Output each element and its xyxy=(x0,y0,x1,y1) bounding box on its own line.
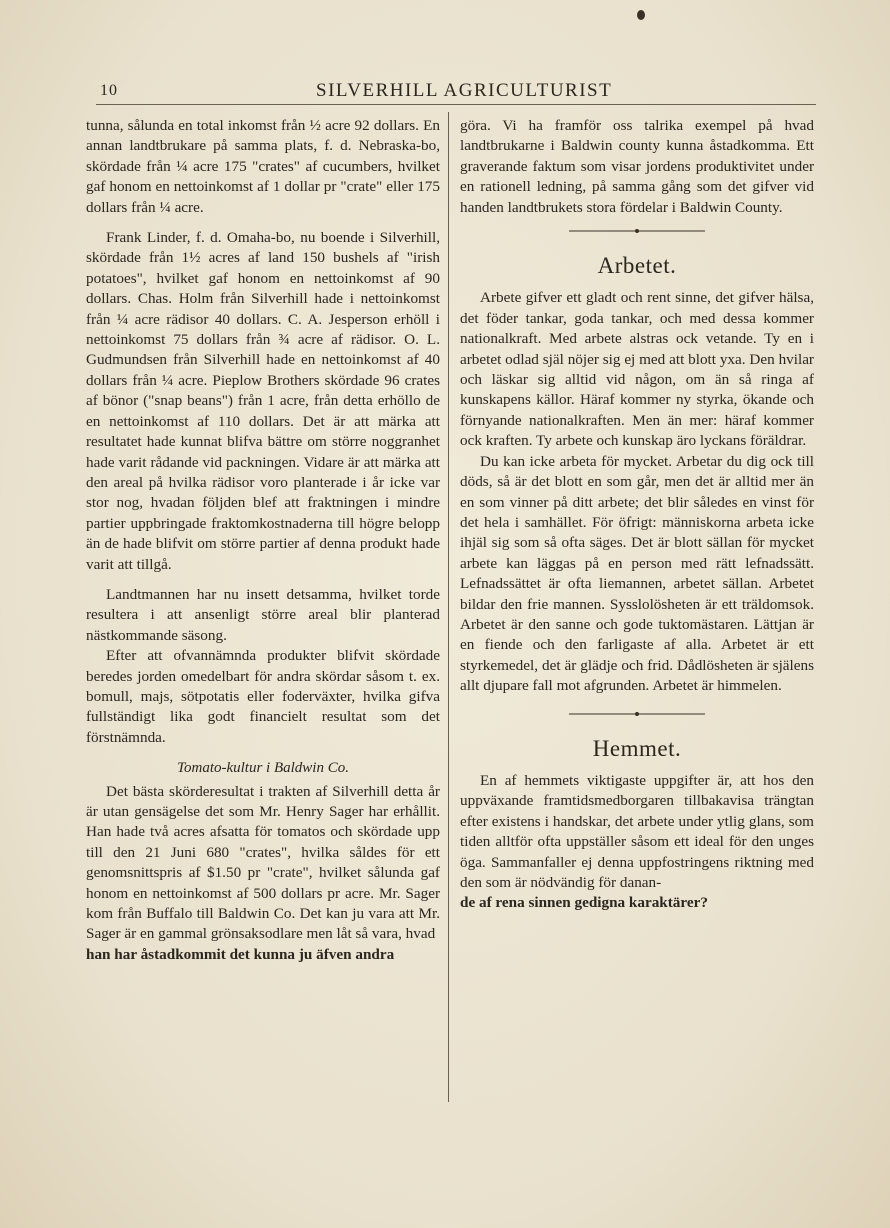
paragraph: Efter att ofvannämnda produkter blifvit skördade beredes jorden omedelbart för andra skördar såsom t. ex. bomull, majs, sötpotatis eller foderväxter, hvilka gifva fullständigt lika godt financielt resultat som det förstnämnda. xyxy=(86,647,440,746)
paragraph: En af hemmets viktigaste uppgifter är, att hos den uppväxande framtidsmedborgaren tillbakavisa trängtan efter existens i handskar, det arbete under ytlig glans, som tiden alltför ofta uppställer såsom ett ideal för den unges öga. Sammanfaller ej denna uppfostringens riktning med den som är nödvändig för danan- xyxy=(460,771,814,891)
ornament-divider xyxy=(569,711,705,717)
section-heading-hemmet: Hemmet. xyxy=(592,735,682,761)
paragraph-last-line: de af rena sinnen gedigna karaktärer? xyxy=(460,894,708,912)
paragraph: Arbete gifver ett gladt och rent sinne, det gifver hälsa, det föder tankar, goda tankar, och med dessa kommer nationalkraft. Med arbete alstras ock vetande. Ty en i arbetet odlad själ nöjer sig ej med att blott yxa. Den hvilar och läskar sig alltid vid någon, om än så ringa af kunskapens källor. Häraf kommer ny styrka, ökande och förnyande nationalkraften. Men än mer: häraf kommer ock kraften. Ty arbete och kunskap äro lyckans föräldrar. xyxy=(460,289,814,450)
paragraph: göra. Vi ha framför oss talrika exempel på hvad landtbrukarne i Baldwin county kunna åstadkomma. Ett graverande faktum som visar jordens produktivitet under en rationell ledning, på samma gång som det gifver vid handen landtbrukets stora fördelar i Baldwin County. xyxy=(460,117,814,216)
left-column xyxy=(86,116,440,975)
paragraph: Du kan icke arbeta för mycket. Arbetar du dig ock till döds, så är det blott en som går, men det är alltid mer än en som vinner på ditt arbete; det blir således en vinst för det hela i samhället. För öfrigt: människorna arbeta icke ihjäl sig som så ofta säges. Det är blott sällan för mycket arbete kan läggas på en person med rätt lefnadssätt. Lefnadssättet är ofta liemannen, arbetet sällan. Arbetet bildar den frie mannen. Sysslolösheten är ett träldomsok. Arbetet är den sanne och gode tuktomästaren. Lättjan är en fiende och den farligaste af alla. Arbetet är ett styrkemedel, det är glädje och frid. Dådlösheten är själens allt djupare fall mot afgrunden. Arbetet är himmelen. xyxy=(460,452,814,695)
column-divider xyxy=(448,112,449,1102)
section-subheading: Tomato-kultur i Baldwin Co. xyxy=(177,760,349,777)
right-column xyxy=(460,116,814,924)
page-number: 10 xyxy=(100,82,118,99)
paragraph: tunna, sålunda en total inkomst från ½ acre 92 dollars. En annan landtbrukare på samma plats, f. d. Nebraska-bo, skördade från ¼ acre 175 "crates" af cucumbers, hvilket gaf honom en nettoinkomst af 1 dollar pr "crate" eller 175 dollars från ¼ acre. xyxy=(86,117,440,216)
header-rule xyxy=(96,104,816,105)
paragraph-last-line: han har åstadkommit det kunna ju äfven andra xyxy=(86,945,395,963)
section-heading-arbetet: Arbetet. xyxy=(597,253,677,279)
paragraph: Det bästa skörderesultat i trakten af Silverhill detta år är utan gensägelse det som Mr. Henry Sager har erhållit. Han hade två acres afsatta för tomatos och skördade upp till den 21 Juni 680 "crates", hvilka såldes för ett genomsnittspris af $1.50 pr "crate", hvilket sålunda gaf honom en nettoinkomst af 500 dollars pr acre. Mr. Sager kom från Buffalo till Baldwin Co. Det kan ju vara att Mr. Sager är en gammal grönsaksodlare men låt så vara, hvad xyxy=(86,782,440,943)
ink-spot xyxy=(637,10,645,20)
page-header xyxy=(98,80,818,106)
paragraph: Frank Linder, f. d. Omaha-bo, nu boende i Silverhill, skördade från 1½ acres af land 150 bushels af "irish potatoes", hvilket gaf honom en nettoinkomst af 90 dollars. Chas. Holm från Silverhill hade i nettoinkomst från ¼ acre rädisor 40 dollars. C. A. Jesperson erhöll i nettoinkomst 75 dollars från ¾ acre af rädisor. O. L. Gudmundsen från Silverhill hade en nettoinkomst af 40 dollars från ¼ acre. Pieplow Brothers skördade 96 crates af bönor ("snap beans") från 1 acre, från detta erhöllo de en nettoinkomst af 110 dollars. Det är att märka att resultatet hade kunnat blifva bättre om större noggranhet hade varit rådande vid packningen. Vidare är att märka att den areal på hvilka rädisor voro planterade i år icke var stor nog, hvadan följden blef att fraktningen i mindre partier uppbringade fraktomkostnaderna till högre belopp än de hade blifvit om större partier af denna produkt hade varit att tillgå. xyxy=(86,229,440,573)
paragraph: Landtmannen har nu insett detsamma, hvilket torde resultera i att ansenligt större areal blir planterad nästkommande säsong. xyxy=(86,585,440,644)
running-title: SILVERHILL AGRICULTURIST xyxy=(316,80,613,101)
ornament-divider xyxy=(569,228,705,234)
